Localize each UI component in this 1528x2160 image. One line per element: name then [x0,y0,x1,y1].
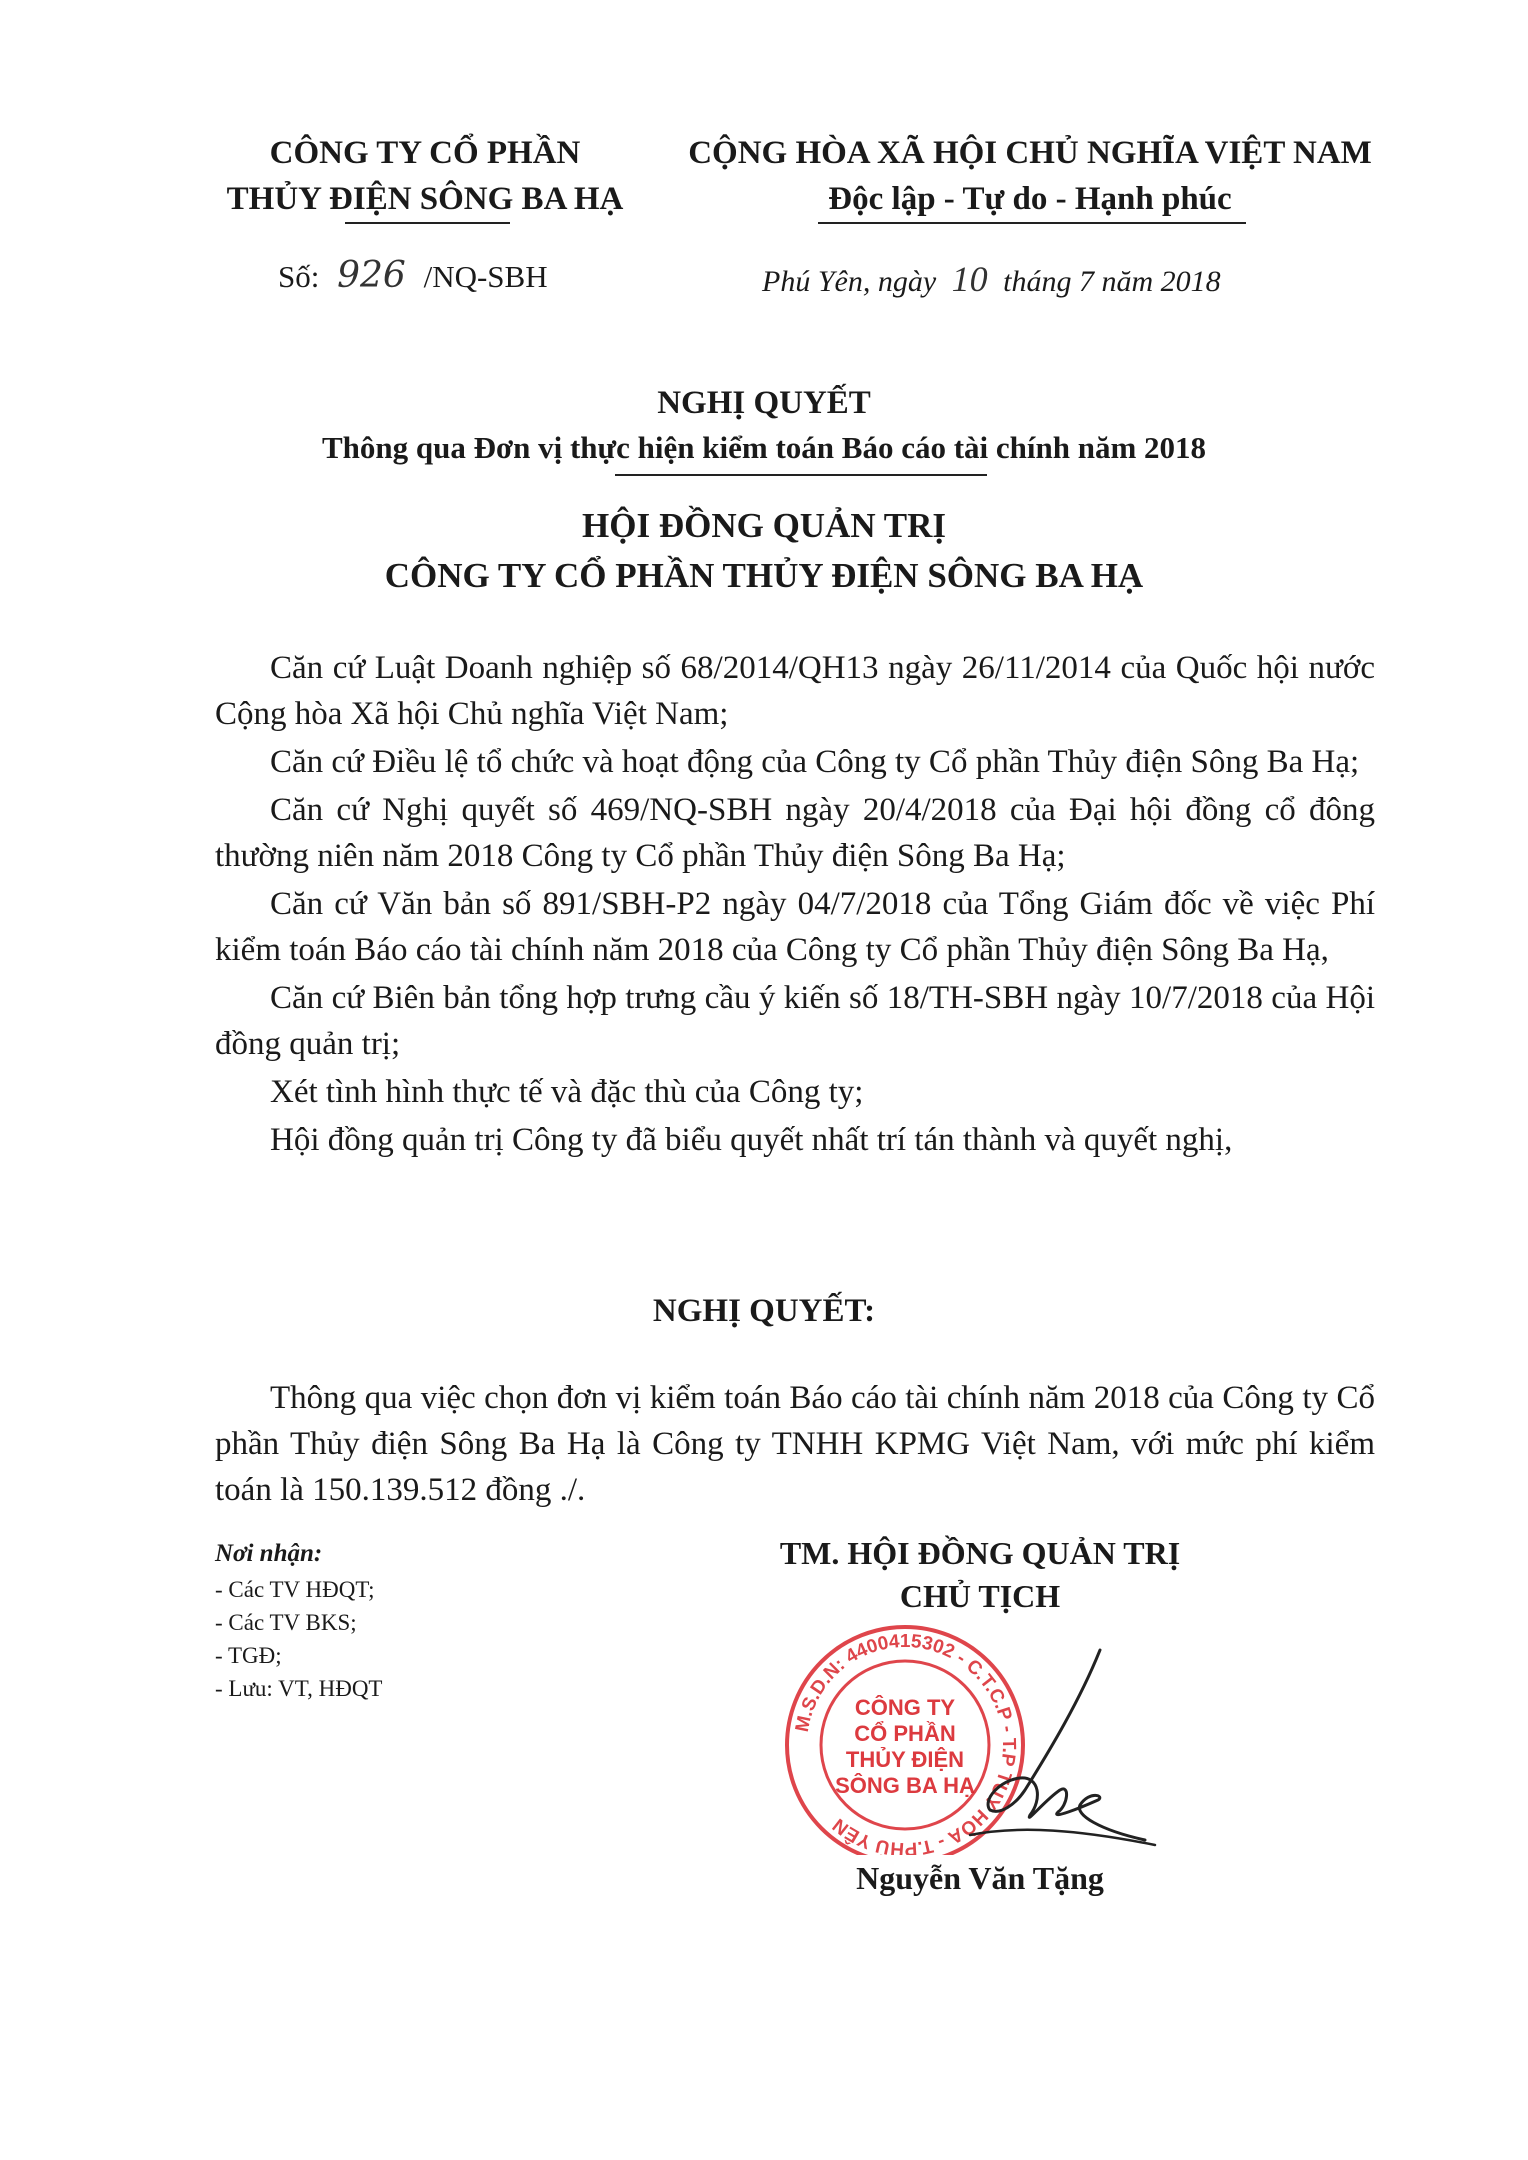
preamble-paragraph: Căn cứ Nghị quyết số 469/NQ-SBH ngày 20/4/2018 của Đại hội đồng cổ đông thường niên năm 2018 Công ty Cổ phần Thủy điện Sông Ba Hạ; [215,792,1375,874]
date-suffix: tháng 7 năm 2018 [1003,265,1221,298]
recipient-item: - TGĐ; [215,1643,282,1668]
nation-line-1: CỘNG HÒA XÃ HỘI CHỦ NGHĨA VIỆT NAM [688,135,1372,171]
company-line-2: THỦY ĐIỆN SÔNG BA HẠ [226,181,624,217]
issuer-line-1: HỘI ĐỒNG QUẢN TRỊ [582,506,946,545]
seal-ring-text: M.S.D.N: 4400415302 - C.T.C.P - T.P TUY HÒA - T.PHÚ YÊN [791,1630,1020,1855]
subject-underline [615,474,987,476]
recipients-title: Nơi nhận: [215,1540,323,1567]
recipients-list [215,1573,382,1705]
issuer-line-2: CÔNG TY CỔ PHẦN THỦY ĐIỆN SÔNG BA HẠ [384,556,1144,595]
number-handwritten: 926 [337,255,406,296]
decision-heading: NGHỊ QUYẾT: [652,1293,876,1329]
recipient-item: - Các TV BKS; [215,1610,357,1635]
preamble-paragraph: Căn cứ Biên bản tổng hợp trưng cầu ý kiến số 18/TH-SBH ngày 10/7/2018 của Hội đồng quản trị; [215,980,1375,1062]
decision-text: Thông qua việc chọn đơn vị kiểm toán Báo cáo tài chính năm 2018 của Công ty Cổ phần Thủy điện Sông Ba Hạ là Công ty TNHH KPMG Việt Nam, với mức phí kiểm toán là 150.139.512 đồng ./. [215,1380,1375,1508]
recipient-item: - Lưu: VT, HĐQT [215,1676,383,1701]
seal-center-line: THỦY ĐIỆN [845,1747,965,1772]
signature-title-1: TM. HỘI ĐỒNG QUẢN TRỊ [779,1535,1181,1571]
date-prefix: Phú Yên, ngày [762,265,937,298]
seal-center-line: CỔ PHẦN [854,1721,956,1746]
nation-line-2: Độc lập - Tự do - Hạnh phúc [828,181,1232,217]
company-header [190,130,660,222]
doc-subject: Thông qua Đơn vị thực hiện kiểm toán Báo cáo tài chính năm 2018 [321,430,1207,465]
document-date [762,258,1221,300]
document-number [278,255,548,296]
seal-center-line: SÔNG BA HẠ [835,1773,975,1798]
motto-underline [818,222,1246,224]
company-underline [345,222,510,224]
preamble-paragraph: Hội đồng quản trị Công ty đã biểu quyết nhất trí tán thành và quyết nghị, [270,1122,1233,1158]
signature-title-2: CHỦ TỊCH [899,1578,1061,1614]
preamble-paragraph: Căn cứ Điều lệ tổ chức và hoạt động của Công ty Cổ phần Thủy điện Sông Ba Hạ; [270,744,1360,780]
preamble-paragraph: Căn cứ Luật Doanh nghiệp số 68/2014/QH13 ngày 26/11/2014 của Quốc hội nước Cộng hòa Xã hội Chủ nghĩa Việt Nam; [215,650,1375,732]
preamble [215,645,1375,1165]
preamble-paragraph: Căn cứ Văn bản số 891/SBH-P2 ngày 04/7/2018 của Tổng Giám đốc về việc Phí kiểm toán Báo cáo tài chính năm 2018 của Công ty Cổ phần Thủy điện Sông Ba Hạ, [215,886,1375,968]
recipient-item: - Các TV HĐQT; [215,1577,375,1602]
number-prefix: Số: [278,259,320,294]
seal-center-line: CÔNG TY [854,1695,956,1720]
number-suffix: /NQ-SBH [423,259,548,294]
decision-body [215,1375,1375,1513]
preamble-paragraph: Xét tình hình thực tế và đặc thù của Công ty; [270,1074,864,1110]
handwritten-signature [930,1640,1160,1850]
date-day-handwritten: 10 [951,259,988,299]
signer-name: Nguyễn Văn Tặng [856,1860,1104,1896]
company-line-1: CÔNG TY CỔ PHẦN [269,135,581,171]
doc-type-title: NGHỊ QUYẾT [657,385,871,421]
nation-header [680,130,1380,222]
